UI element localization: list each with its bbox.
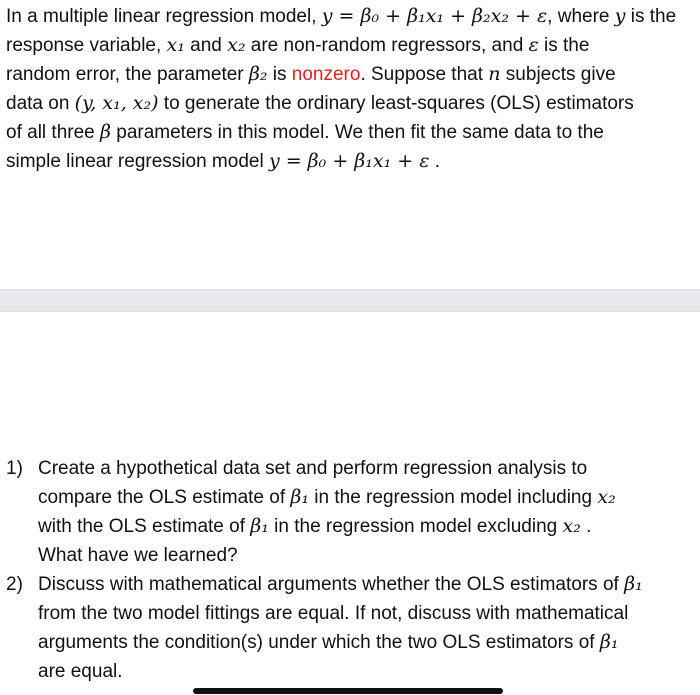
var-y: y bbox=[614, 5, 626, 27]
text: , where bbox=[547, 6, 615, 27]
q2-line-3 bbox=[38, 628, 698, 657]
text: is bbox=[267, 64, 292, 85]
text: data on bbox=[6, 93, 75, 114]
text: . Suppose that bbox=[360, 64, 489, 85]
var-beta1: β₁ bbox=[624, 573, 643, 595]
var-beta1: β₁ bbox=[290, 486, 310, 508]
home-indicator[interactable] bbox=[193, 688, 503, 694]
multiple-regression-equation: y = β₀ + β₁x₁ + β₂x₂ + ε bbox=[321, 5, 548, 27]
intro-line-6 bbox=[6, 147, 696, 176]
nonzero-highlight: nonzero bbox=[291, 64, 361, 85]
var-beta1: β₁ bbox=[250, 515, 269, 537]
text: random error, the parameter bbox=[6, 64, 249, 85]
question-text bbox=[38, 570, 698, 686]
text: . bbox=[580, 516, 592, 537]
text: with the OLS estimate of bbox=[38, 516, 251, 537]
q2-line-1 bbox=[38, 570, 698, 599]
q1-line-3 bbox=[38, 512, 698, 541]
text: In a multiple linear regression model, bbox=[6, 6, 322, 27]
var-beta2: β₂ bbox=[248, 63, 268, 85]
var-epsilon: ε bbox=[528, 34, 539, 56]
text: of all three bbox=[6, 122, 100, 143]
var-x2: x₂ bbox=[597, 486, 616, 508]
text: are non-random regressors, and bbox=[245, 35, 529, 56]
question-number: 2) bbox=[6, 574, 23, 595]
var-x2: x₂ bbox=[562, 515, 581, 537]
text: parameters in this model. We then fit the same data to the bbox=[110, 122, 604, 143]
text: subjects give bbox=[500, 64, 616, 85]
intro-line-3 bbox=[6, 60, 696, 89]
problem-intro bbox=[6, 2, 696, 176]
q1-line-2 bbox=[38, 483, 698, 512]
simple-regression-equation: y = β₀ + β₁x₁ + ε bbox=[268, 150, 430, 172]
intro-line-1 bbox=[6, 2, 696, 31]
text: Discuss with mathematical arguments whether the OLS estimators of bbox=[38, 574, 625, 595]
q2-line-2: from the two model fittings are equal. If not, discuss with mathematical bbox=[38, 603, 629, 624]
question-text bbox=[38, 454, 698, 570]
question-2 bbox=[6, 570, 696, 686]
var-n: n bbox=[488, 63, 501, 85]
question-number: 1) bbox=[6, 458, 23, 479]
intro-line-2 bbox=[6, 31, 696, 60]
text: and bbox=[184, 35, 228, 56]
question-1 bbox=[6, 454, 696, 570]
intro-line-5 bbox=[6, 118, 696, 147]
intro-line-4 bbox=[6, 89, 696, 118]
var-beta1: β₁ bbox=[599, 631, 619, 653]
text: . bbox=[429, 151, 440, 172]
q1-line-1: Create a hypothetical data set and perform regression analysis to bbox=[38, 458, 588, 479]
var-beta: β bbox=[100, 121, 111, 143]
text: in the regression model excluding bbox=[268, 516, 563, 537]
section-divider bbox=[0, 289, 700, 312]
text: response variable, bbox=[6, 35, 167, 56]
text: to generate the ordinary least-squares (OLS) estimators bbox=[158, 93, 634, 114]
q2-line-4: are equal. bbox=[38, 661, 123, 682]
text: compare the OLS estimate of bbox=[38, 487, 291, 508]
text: is the bbox=[538, 35, 590, 56]
var-x1: x₁ bbox=[166, 34, 185, 56]
var-x2: x₂ bbox=[227, 34, 246, 56]
q1-line-4: What have we learned? bbox=[38, 545, 238, 566]
text: is the bbox=[625, 6, 677, 27]
data-tuple: (y, x₁, x₂) bbox=[74, 92, 159, 114]
text: in the regression model including bbox=[309, 487, 598, 508]
text: simple linear regression model bbox=[6, 151, 269, 172]
text: arguments the condition(s) under which the two OLS estimators of bbox=[38, 632, 600, 653]
